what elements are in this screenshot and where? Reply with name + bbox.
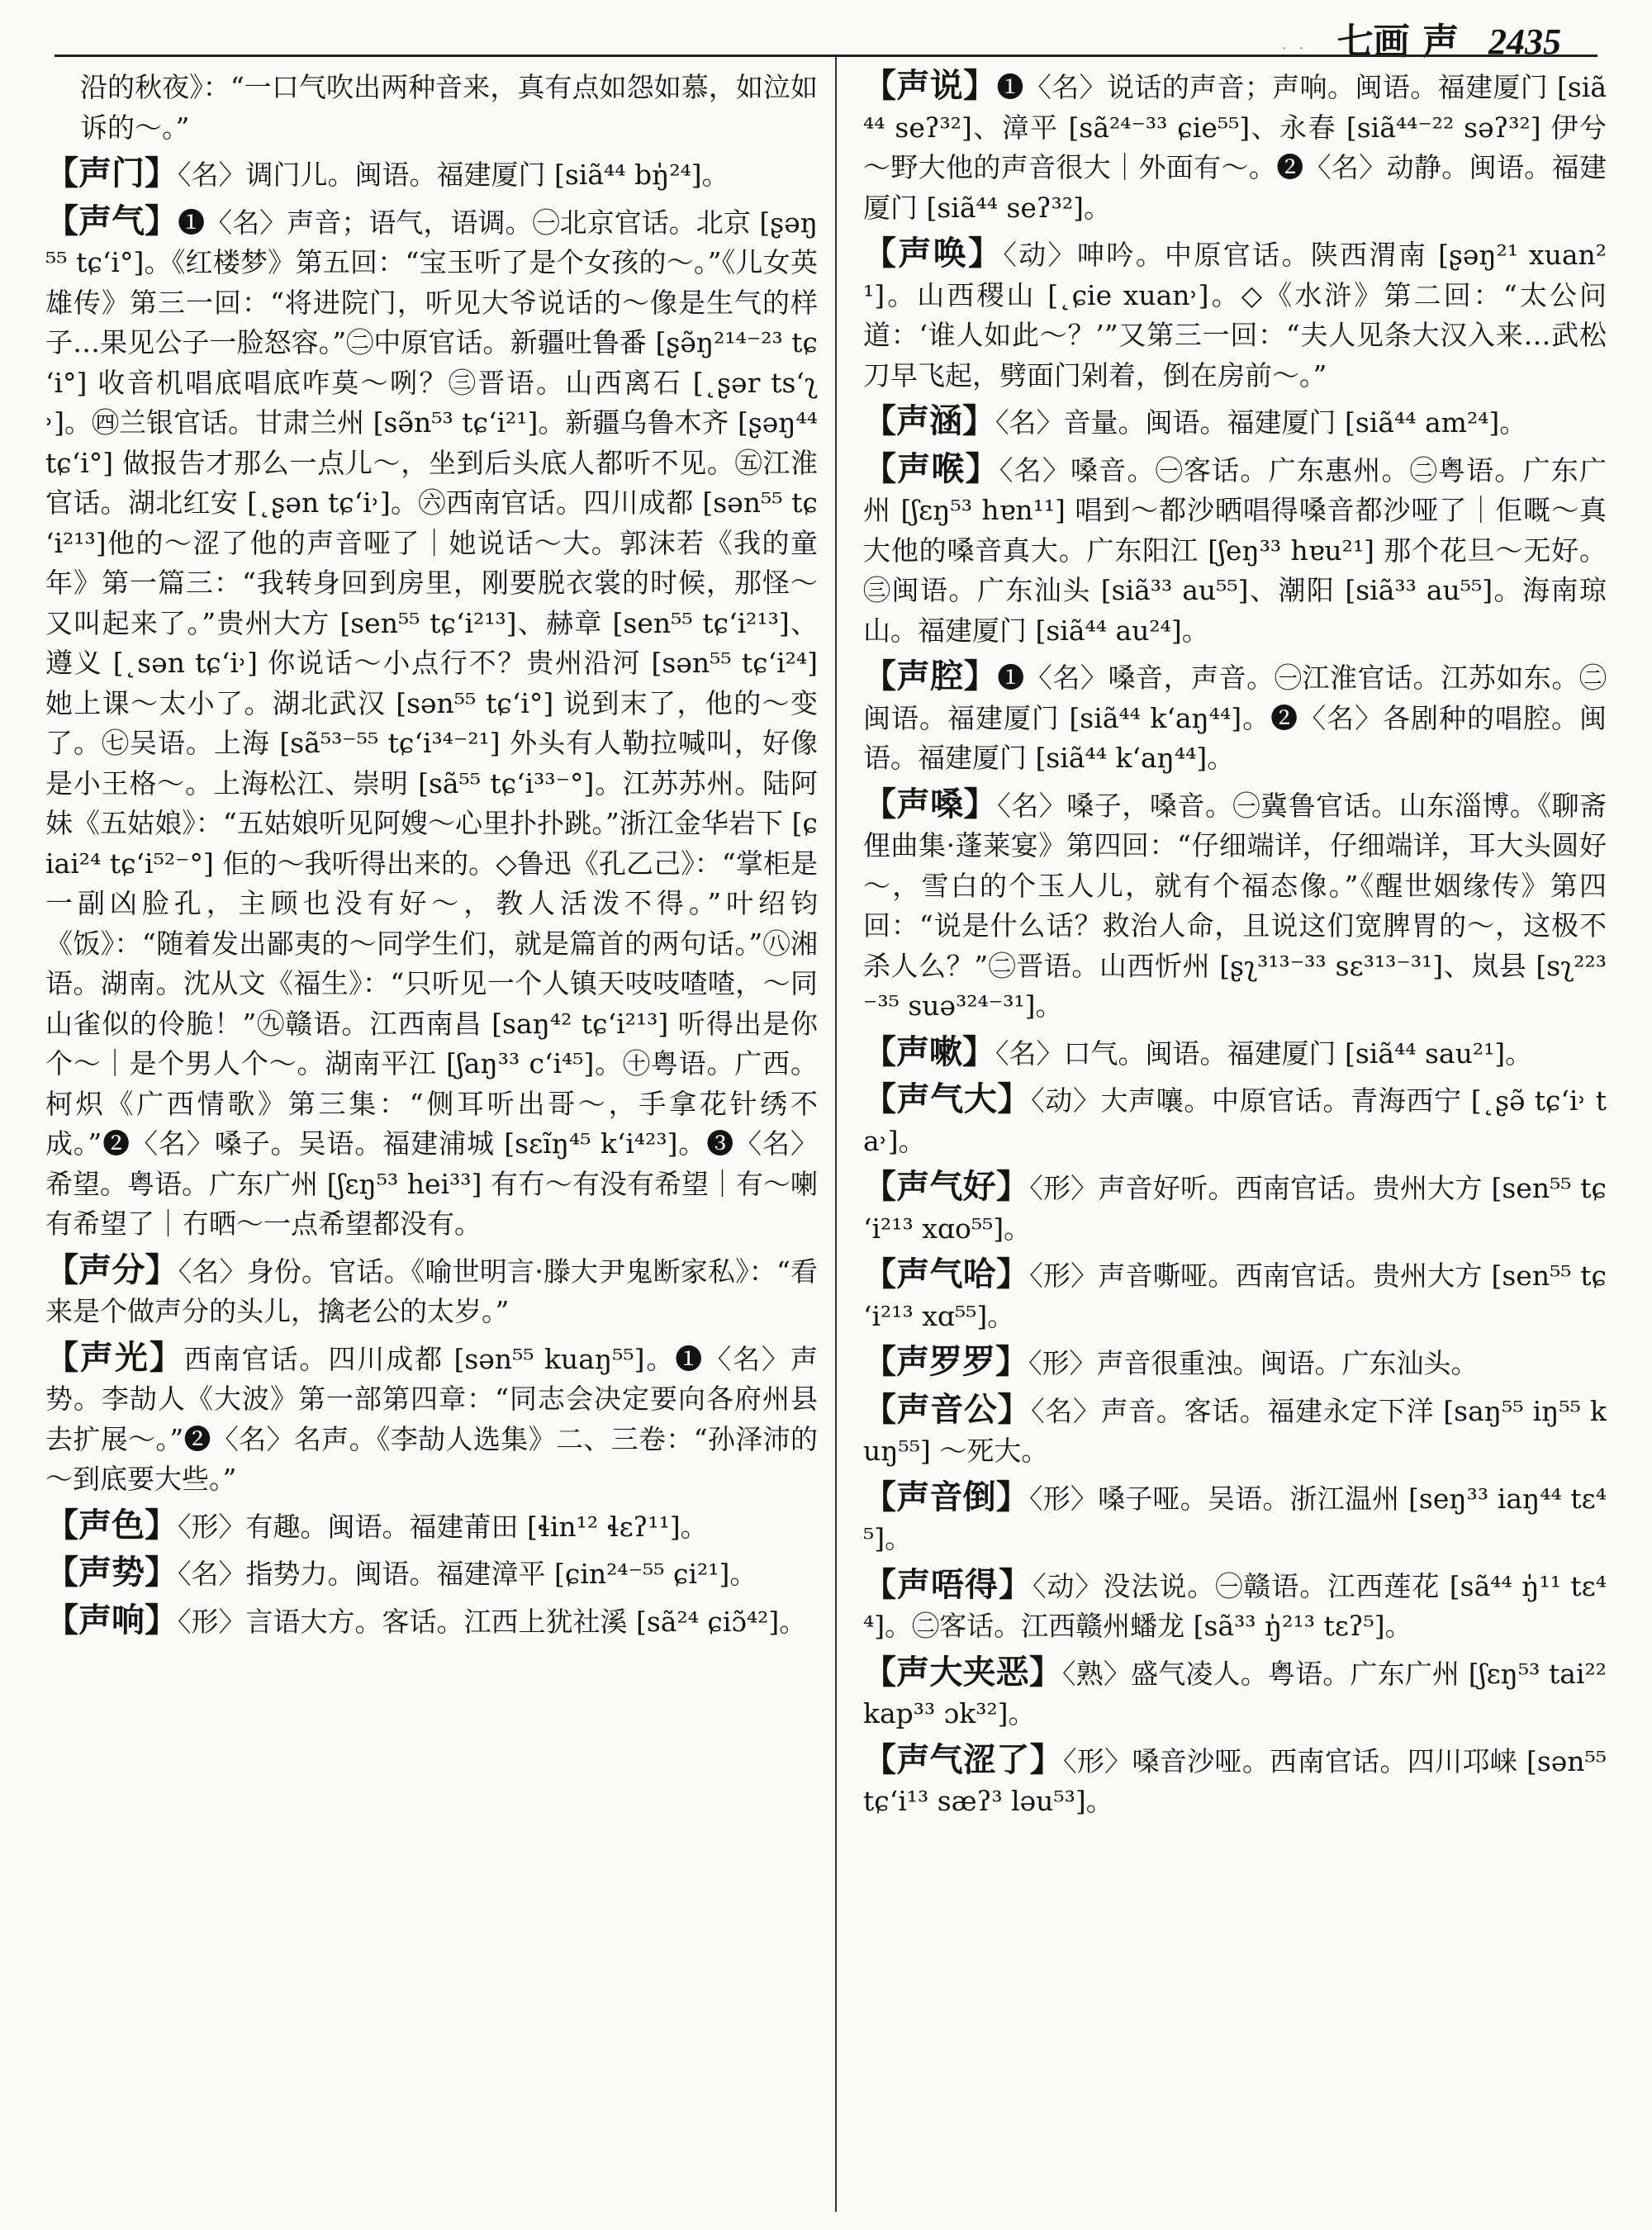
entry-headword: 【声气】 bbox=[45, 201, 178, 240]
entry-definition: 〈名〉音量。闽语。福建厦门 [siã⁴⁴ am²⁴]。 bbox=[995, 406, 1527, 439]
page-number: 2435 bbox=[1488, 21, 1561, 62]
entry-headword: 【声唔得】 bbox=[863, 1564, 1032, 1604]
header-rule bbox=[55, 55, 1597, 57]
entry-headword: 【声门】 bbox=[45, 154, 178, 192]
dictionary-entry bbox=[863, 1079, 1607, 1161]
dictionary-entry bbox=[863, 449, 1607, 652]
dictionary-entry bbox=[45, 1338, 818, 1500]
entry-headword: 【声嗓】 bbox=[863, 784, 998, 823]
entry-headword: 【声大夹恶】 bbox=[863, 1652, 1063, 1691]
entry-headword: 【声分】 bbox=[45, 1250, 178, 1289]
entry-definition: 〈形〉声音很重浊。闽语。广东汕头。 bbox=[1028, 1347, 1479, 1379]
header-section: 七画 声 bbox=[1336, 21, 1459, 63]
dictionary-entry bbox=[863, 1032, 1607, 1075]
dictionary-entry bbox=[45, 202, 818, 1245]
header-dots: · · bbox=[1281, 38, 1308, 58]
entry-definition: 〈名〉嗓音。㊀客话。广东惠州。㊁粤语。广东广州 [ʃɛŋ⁵³ hɐn¹¹] 唱到～都沙晒唱得嗓音都沙哑了｜佢嘅～真大他的嗓音真大。广东阳江 [ʃeŋ³³ hɐu²¹] 那个花旦～无好。㊂闽语。广东汕头 [siã³³ au⁵⁵]、潮阳 [siã³³ au⁵⁵]。海南琼山。福建厦门 [siã⁴⁴ au²⁴]。 bbox=[863, 453, 1607, 647]
entry-definition: 〈形〉有趣。闽语。福建莆田 [ɬin¹² ɬɛʔ¹¹]。 bbox=[178, 1510, 708, 1543]
entry-headword: 【声涵】 bbox=[863, 401, 995, 440]
entry-definition: 〈动〉没法说。㊀赣语。江西莲花 [sã⁴⁴ ŋ̍¹¹ tɛ⁴⁴]。㊁客话。江西赣州蟠龙 [sã³³ ŋ̍²¹³ tɛʔ⁵]。 bbox=[863, 1569, 1607, 1642]
dictionary-entry bbox=[863, 657, 1607, 779]
dictionary-entry bbox=[45, 66, 818, 148]
entry-definition: 〈形〉声音好听。西南官话。贵州大方 [sen⁵⁵ tɕʻi²¹³ xɑo⁵⁵]。 bbox=[863, 1172, 1607, 1245]
dictionary-entry bbox=[45, 1553, 818, 1595]
entry-definition: 〈形〉嗓音沙哑。西南官话。四川邛崃 [sən⁵⁵ tɕʻi¹³ sæʔ³ ləu⁵³]。 bbox=[863, 1744, 1607, 1817]
entry-headword: 【声光】 bbox=[45, 1337, 184, 1377]
entry-headword: 【声喉】 bbox=[863, 448, 999, 488]
entry-headword: 【声说】 bbox=[863, 66, 997, 105]
entry-headword: 【声唤】 bbox=[863, 234, 1004, 273]
entry-headword: 【声气涩了】 bbox=[863, 1739, 1063, 1779]
column-divider bbox=[835, 56, 837, 2212]
dictionary-entry bbox=[863, 234, 1607, 396]
entry-headword: 【声色】 bbox=[45, 1505, 178, 1544]
entry-definition: 〈动〉大声嚷。中原官话。青海西宁 [˛ʂə̃ tɕʻi˒ ta˒]。 bbox=[863, 1084, 1607, 1157]
entry-headword: 【声势】 bbox=[45, 1553, 178, 1592]
running-header bbox=[1282, 12, 1561, 69]
entry-definition: 〈名〉身份。官话。《喻世明言·滕大尹鬼断家私》：“看来是个做声分的头儿，擒老公的太岁。” bbox=[45, 1255, 818, 1327]
entry-definition: 沿的秋夜》：“一口气吹出两种音来，真有点如怨如慕，如泣如诉的～。” bbox=[80, 71, 818, 144]
entry-headword: 【声响】 bbox=[45, 1600, 178, 1639]
entry-headword: 【声嗽】 bbox=[863, 1032, 995, 1071]
entry-headword: 【声罗罗】 bbox=[863, 1342, 1028, 1381]
dictionary-entry bbox=[45, 154, 818, 196]
entry-definition: 〈名〉调门儿。闽语。福建厦门 [siã⁴⁴ bŋ̍²⁴]。 bbox=[178, 159, 729, 191]
entry-headword: 【声气大】 bbox=[863, 1079, 1032, 1118]
dictionary-entry bbox=[863, 1255, 1607, 1336]
entry-definition: 〈形〉言语大方。客话。江西上犹社溪 [sã²⁴ ɕiɔ̃⁴²]。 bbox=[178, 1605, 807, 1638]
entry-definition: 〈名〉指势力。闽语。福建漳平 [ɕin²⁴⁻⁵⁵ ɕi²¹]。 bbox=[178, 1558, 757, 1590]
entry-definition: 西南官话。四川成都 [sən⁵⁵ kuaŋ⁵⁵]。❶〈名〉声势。李劼人《大波》第一部第四章：“同志会决定要向各府州县去扩展～。”❷〈名〉名声。《李劼人选集》二、三卷：“孙泽沛的～到底要大些。” bbox=[45, 1342, 818, 1495]
dictionary-entry bbox=[45, 1506, 818, 1548]
entry-headword: 【声音倒】 bbox=[863, 1477, 1030, 1516]
dictionary-entry bbox=[863, 1653, 1607, 1734]
entry-headword: 【声气好】 bbox=[863, 1167, 1030, 1206]
entry-definition: 〈动〉呻吟。中原官话。陕西渭南 [ʂəŋ²¹ xuan²¹]。山西稷山 [˛ɕie xuan˒]。◇《水浒》第二回：“太公问道：‘谁人如此～？’”又第三一回：“夫人见条大汉入来…武松刀早飞起，劈面门剁着，倒在房前～。” bbox=[863, 239, 1607, 391]
dictionary-entry bbox=[45, 1250, 818, 1332]
entry-definition: ❶〈名〉声音；语气，语调。㊀北京官话。北京 [ʂəŋ⁵⁵ tɕʻi°]。《红楼梦》第五回：“宝玉听了是个女孩的～。”《儿女英雄传》第三一回：“将进院门，听见大爷说话的～像是生气的样子…果见公子一脸怒容。”㊁中原官话。新疆吐鲁番 [ʂə̃ŋ²¹⁴⁻²³ tɕʻi°] 收音机唱底唱底咋莫～咧？㊂晋语。山西离石 [˛ʂər tsʻʅ˒]。㊃兰银官话。甘肃兰州 [sə̃n⁵³ tɕʻi²¹]。新疆乌鲁木齐 [ʂəŋ⁴⁴ tɕʻi°] 做报告才那么一点儿～，坐到后头底人都听不见。㊄江淮官话。湖北红安 [˛ʂən tɕʻi˒]。㊅西南官话。四川成都 [sən⁵⁵ tɕʻi²¹³]他的～涩了他的声音哑了｜她说话～大。郭沫若《我的童年》第一篇三：“我转身回到房里，刚要脱衣裳的时候，那怪～又叫起来了。”贵州大方 [sen⁵⁵ tɕʻi²¹³]、赫章 [sen⁵⁵ tɕʻi²¹³]、遵义 [˛sən tɕʻi˒] 你说话～小点行不？贵州沿河 [sən⁵⁵ tɕʻi²⁴] 她上课～太小了。湖北武汉 [sən⁵⁵ tɕʻi°] 说到末了，他的～变了。㊆吴语。上海 [sã⁵³⁻⁵⁵ tɕʻi³⁴⁻²¹] 外头有人勒拉喊叫，好像是小王格～。上海松江、崇明 [sã⁵⁵ tɕʻi³³⁻°]。江苏苏州。陆阿妹《五姑娘》：“五姑娘听见阿嫂～心里扑扑跳。”浙江金华岩下 [ɕiai²⁴ tɕʻi⁵²⁻°] 佢的～我听得出来的。◇鲁迅《孔乙己》：“掌柜是一副凶脸孔，主顾也没有好～，教人活泼不得。”叶绍钧《饭》：“随着发出鄙夷的～同学生们，就是篇首的两句话。”㊇湘语。湖南。沈从文《福生》：“只听见一个人镇天吱吱喳喳，～同山雀似的伶脆！”㊈赣语。江西南昌 [saŋ⁴² tɕʻi²¹³] 听得出是你个～｜是个男人个～。湖南平江 [ʃaŋ³³ cʻi⁴⁵]。㊉粤语。广西。柯炽《广西情歌》第三集：“侧耳听出哥～，手拿花针绣不成。”❷〈名〉嗓子。吴语。福建浦城 [sɛĩŋ⁴⁵ kʻi⁴²³]。❸〈名〉希望。粤语。广东广州 [ʃɛŋ⁵³ hei³³] 有冇～有没有希望｜有～喇有希望了｜冇晒～一点希望都没有。 bbox=[45, 206, 818, 1240]
entry-definition: 〈形〉声音嘶哑。西南官话。贵州大方 [sen⁵⁵ tɕʻi²¹³ xɑ⁵⁵]。 bbox=[863, 1260, 1607, 1332]
dictionary-entry bbox=[863, 1167, 1607, 1249]
entry-definition: 〈名〉口气。闽语。福建厦门 [siã⁴⁴ sau²¹]。 bbox=[995, 1037, 1533, 1070]
left-column bbox=[45, 66, 818, 2213]
entry-definition: 〈形〉嗓子哑。吴语。浙江温州 [seŋ³³ iaŋ⁴⁴ tɛ⁴⁵]。 bbox=[863, 1482, 1607, 1554]
dictionary-entry bbox=[863, 1342, 1607, 1384]
entry-definition: ❶〈名〉说话的声音；声响。闽语。福建厦门 [siã⁴⁴ seʔ³²]、漳平 [sã²⁴⁻³³ ɕie⁵⁵]、永春 [siã⁴⁴⁻²² səʔ³²] 伊兮～野大他的声音很大｜外面有～。❷〈名〉动静。闽语。福建厦门 [siã⁴⁴ seʔ³²]。 bbox=[863, 71, 1607, 224]
entry-definition: 〈名〉嗓子，嗓音。㊀冀鲁官话。山东淄博。《聊斋俚曲集·蓬莱宴》第四回：“仔细端详，仔细端详，耳大头圆好～，雪白的个玉人儿，就有个福态像。”《醒世姻缘传》第四回：“说是什么话？救治人命，且说这们宽脾胃的～，这极不杀人么？”㊁晋语。山西忻州 [ʂʅ³¹³⁻³³ sɛ³¹³⁻³¹]、岚县 [sʅ²²³⁻³⁵ suə³²⁴⁻³¹]。 bbox=[863, 789, 1607, 1022]
entry-definition: 〈熟〉盛气凌人。粤语。广东广州 [ʃɛŋ⁵³ tai²² kap³³ ɔk³²]。 bbox=[863, 1657, 1607, 1729]
entry-headword: 【声腔】 bbox=[863, 657, 998, 695]
dictionary-entry bbox=[45, 1601, 818, 1643]
entry-headword: 【声气哈】 bbox=[863, 1255, 1030, 1293]
dictionary-entry bbox=[863, 66, 1607, 228]
dictionary-entry bbox=[863, 1390, 1607, 1472]
entry-headword: 【声音公】 bbox=[863, 1389, 1032, 1429]
dictionary-entry bbox=[863, 1478, 1607, 1559]
dictionary-entry bbox=[863, 785, 1607, 1027]
right-column bbox=[863, 66, 1607, 2213]
entry-definition: ❶〈名〉嗓音，声音。㊀江淮官话。江苏如东。㊁闽语。福建厦门 [siã⁴⁴ kʻaŋ⁴⁴]。❷〈名〉各剧种的唱腔。闽语。福建厦门 [siã⁴⁴ kʻaŋ⁴⁴]。 bbox=[863, 662, 1607, 774]
dictionary-entry bbox=[863, 401, 1607, 444]
dictionary-entry bbox=[863, 1740, 1607, 1822]
entry-definition: 〈名〉声音。客话。福建永定下洋 [saŋ⁵⁵ iŋ⁵⁵ kuŋ⁵⁵] ～死大。 bbox=[863, 1394, 1607, 1467]
dictionary-entry bbox=[863, 1565, 1607, 1647]
